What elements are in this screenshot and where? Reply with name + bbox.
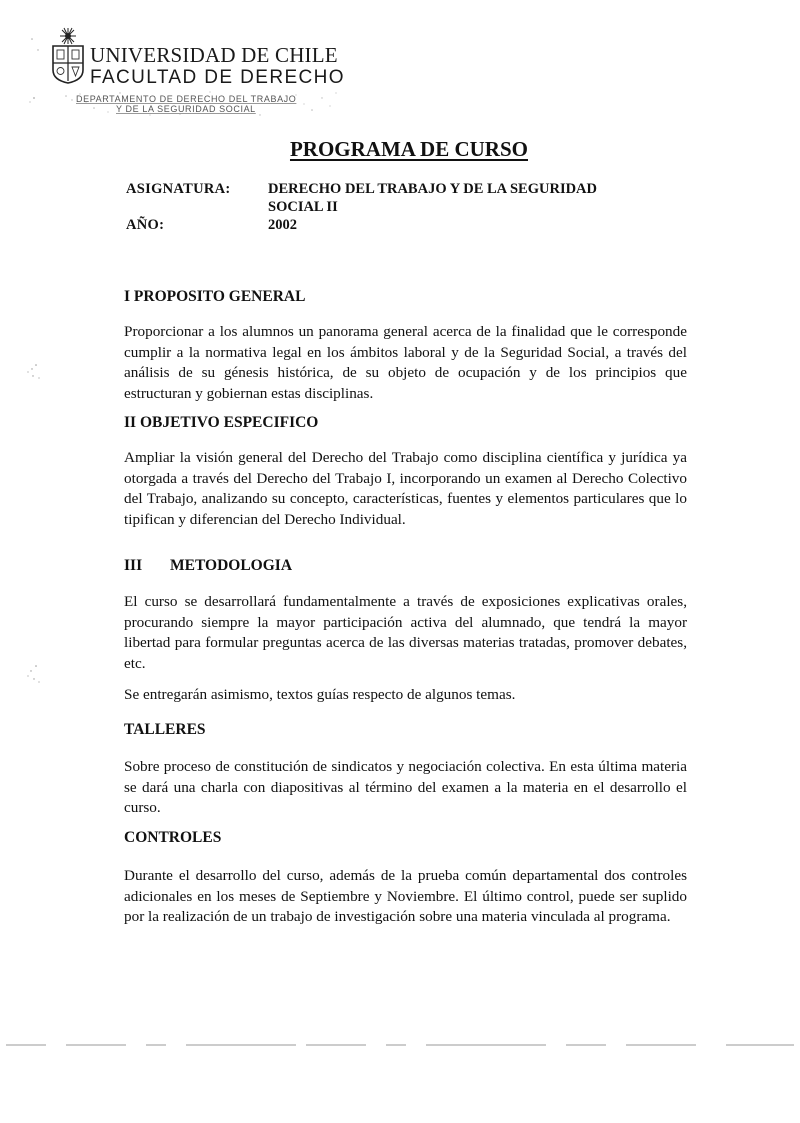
section-text-controles: Durante el desarrollo del curso, además de la prueba común departamental dos controles adicionales en los meses de Septiembre y Noviembre. El último control, puede ser suplido por la realización de un trabajo de investigación sobre una materia vinculada al programa. xyxy=(124,867,687,926)
section-heading-metodologia xyxy=(124,556,292,576)
section-heading-talleres: TALLERES xyxy=(124,721,206,738)
department-line-2: Y DE LA SEGURIDAD SOCIAL xyxy=(116,104,256,114)
department-line-1: DEPARTAMENTO DE DERECHO DEL TRABAJO xyxy=(76,94,297,104)
letterhead xyxy=(50,26,350,116)
subject-value-line-2: SOCIAL II xyxy=(268,199,338,215)
document-title: PROGRAMA DE CURSO xyxy=(289,137,528,161)
section-text-metodologia: El curso se desarrollará fundamentalmente a través de exposiciones explicativas orales, procurando siempre la mayor participación activa del alumnado, que tendrá la mayor libertad para formular preguntas acerca de las diversas materias tratadas, promover debates, etc. xyxy=(124,593,687,672)
section-heading-label: METODOLOGIA xyxy=(170,557,293,574)
section-heading-controles: CONTROLES xyxy=(124,829,222,846)
subject-label: ASIGNATURA: xyxy=(126,181,231,197)
scan-footer-line xyxy=(6,1043,794,1047)
university-name: UNIVERSIDAD DE CHILE xyxy=(90,43,338,67)
section-text-talleres: Sobre proceso de constitución de sindicatos y negociación colectiva. En esta última materia se dará una charla con diapositivas al término del examen a la materia en el desarrollo el curso. xyxy=(124,758,687,817)
year-label: AÑO: xyxy=(126,217,165,233)
scan-mark xyxy=(24,362,44,382)
section-text-metodologia-2: Se entregarán asimismo, textos guías respecto de algunos temas. xyxy=(124,686,516,703)
section-text-proposito: Proporcionar a los alumnos un panorama general acerca de la finalidad que le corresponde cumplir a la normativa legal en los ámbitos laboral y de la Seguridad Social, a través del análisis de su génesis histórica, de su objeto de ocupación y de los principios que estructuran y gobiernan estas disciplinas. xyxy=(124,323,687,402)
section-heading-proposito: I PROPOSITO GENERAL xyxy=(124,288,306,305)
section-number: III xyxy=(124,557,143,574)
scan-mark xyxy=(24,92,44,112)
scan-mark xyxy=(24,664,44,684)
subject-value-line-1: DERECHO DEL TRABAJO Y DE LA SEGURIDAD xyxy=(268,181,597,197)
university-crest-icon xyxy=(50,26,86,84)
year-value: 2002 xyxy=(268,217,297,233)
section-text-objetivo: Ampliar la visión general del Derecho del Trabajo como disciplina científica y jurídica ya otorgada a través del Derecho del Trabajo I, incorporando un examen al Derecho Colectivo del Trabajo, analizando su concepto, características, fuentes y elementos particulares que lo tipifican y diferencian del Derecho Individual. xyxy=(124,449,687,528)
section-heading-objetivo: II OBJETIVO ESPECIFICO xyxy=(124,414,319,431)
faculty-name: FACULTAD DE DERECHO xyxy=(90,67,345,88)
scan-mark xyxy=(24,36,44,56)
